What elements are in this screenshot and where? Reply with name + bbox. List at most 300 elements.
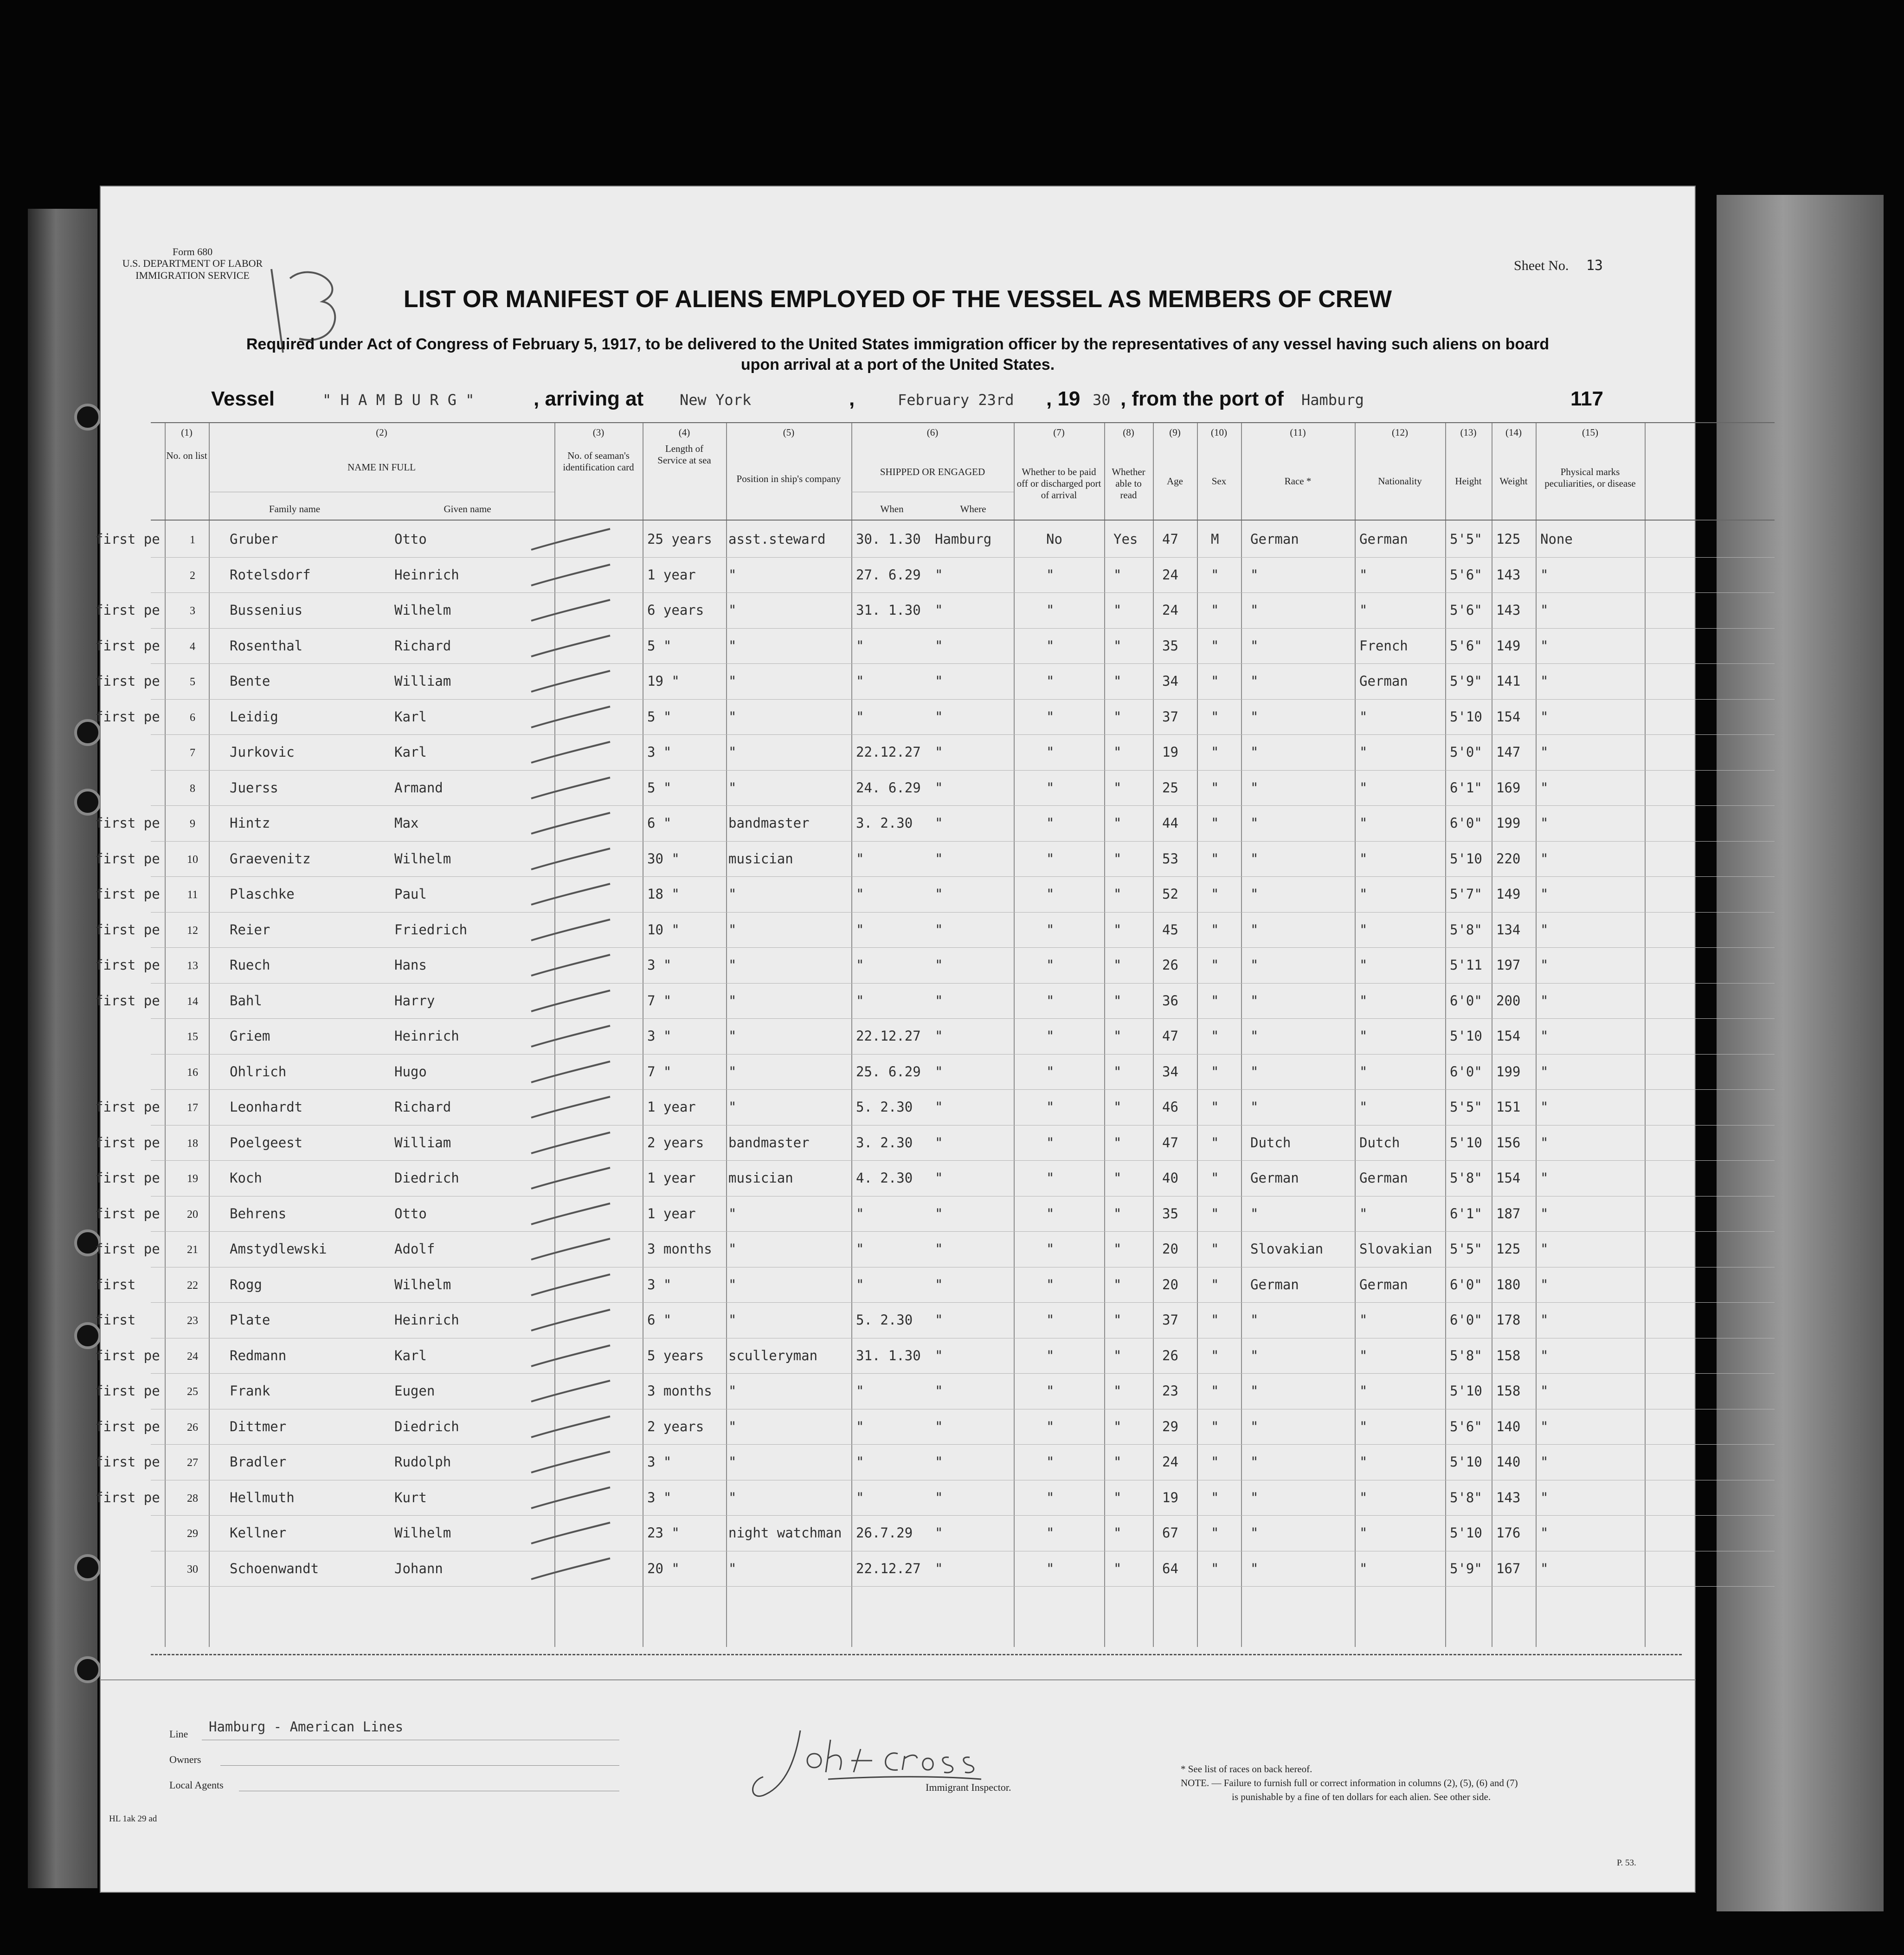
age: 34 [1162,1063,1178,1080]
able-to-read: " [1113,1525,1122,1541]
given-name-header: Given name [444,503,491,514]
service-length: 5 years [647,1347,704,1363]
position: " [728,566,737,583]
race: " [1250,1418,1259,1434]
family-name: Leidig [230,708,278,725]
service-length: 3 months [647,1383,712,1399]
sex: " [1211,744,1219,760]
position: musician [728,850,793,867]
shipped-where: " [935,744,943,760]
table-row [95,593,1696,628]
weight: 158 [1496,1347,1521,1363]
age: 37 [1162,1312,1178,1328]
col-13-header: Height [1455,476,1482,487]
family-name: Rosenthal [230,637,303,654]
service-length: 25 years [647,531,712,547]
id-card-slash-mark [527,1201,615,1227]
able-to-read: " [1113,1170,1122,1186]
table-row [95,1161,1696,1196]
age: 53 [1162,850,1178,867]
col-1-number: (1) [181,427,193,438]
paid-off: " [1046,957,1055,973]
nationality: " [1359,566,1368,583]
given-name: Diedrich [394,1170,459,1186]
nationality: " [1359,1418,1368,1434]
shipped-where: " [935,1560,943,1576]
able-to-read: " [1113,744,1122,760]
inspector-label: Immigrant Inspector. [926,1781,1011,1793]
given-name: Richard [394,637,451,654]
physical-marks: " [1540,1099,1549,1115]
weight: 140 [1496,1454,1521,1470]
shipped-where: " [935,1241,943,1257]
shipped-when: 25. 6.29 [856,1063,921,1080]
given-name: Adolf [394,1241,435,1257]
shipped-where: " [935,921,943,938]
service-length: 18 " [647,886,680,902]
age: 20 [1162,1241,1178,1257]
physical-marks: " [1540,1560,1549,1576]
weight: 180 [1496,1276,1521,1293]
row-number: 24 [187,1350,198,1363]
margin-note: first pe [95,1454,160,1470]
height: 6'0" [1450,1312,1482,1328]
weight: 200 [1496,992,1521,1009]
shipped-where: " [935,850,943,867]
shipped-when: " [856,850,864,867]
note-line-2: is punishable by a fine of ten dollars for each alien. See other side. [1232,1791,1491,1802]
given-name: William [394,1134,451,1151]
nationality: Dutch [1359,1134,1400,1151]
nationality: Slovakian [1359,1241,1433,1257]
position: " [728,1418,737,1434]
weight: 147 [1496,744,1521,760]
shipped-where: " [935,1276,943,1293]
shipped-where: " [935,602,943,618]
position: " [728,957,737,973]
physical-marks: " [1540,1383,1549,1399]
id-card-slash-mark [527,1343,615,1369]
race: " [1250,921,1259,938]
binder-hole [74,1554,101,1581]
weight: 149 [1496,886,1521,902]
shipped-when: 22.12.27 [856,1028,921,1044]
sheet-number [1514,257,1603,274]
height: 5'10 [1450,1134,1482,1151]
nationality: " [1359,992,1368,1009]
family-name: Reier [230,921,270,938]
position: " [728,1063,737,1080]
id-card-slash-mark [527,1556,615,1582]
physical-marks: " [1540,779,1549,796]
shipped-when: 22.12.27 [856,1560,921,1576]
race: " [1250,992,1259,1009]
service-length: 3 " [647,1028,672,1044]
weight: 141 [1496,673,1521,689]
position: " [728,1454,737,1470]
sex: " [1211,708,1219,725]
position: " [728,921,737,938]
shipped-where: " [935,779,943,796]
weight: 178 [1496,1312,1521,1328]
race: " [1250,779,1259,796]
able-to-read: " [1113,1560,1122,1576]
shipped-where: " [935,992,943,1009]
nationality: " [1359,708,1368,725]
shipped-when: " [856,886,864,902]
race: German [1250,1170,1299,1186]
family-name: Redmann [230,1347,287,1363]
height: 6'1" [1450,1205,1482,1222]
department: U.S. DEPARTMENT OF LABOR [122,257,263,270]
family-name: Ruech [230,957,270,973]
local-agents-label: Local Agents [169,1779,224,1791]
physical-marks: " [1540,708,1549,725]
nationality: " [1359,957,1368,973]
service-length: 23 " [647,1525,680,1541]
table-row [95,1480,1696,1516]
binder-hole [74,1656,101,1683]
paid-off: " [1046,1170,1055,1186]
paid-off: " [1046,992,1055,1009]
sex: " [1211,673,1219,689]
race: " [1250,1063,1259,1080]
height: 6'0" [1450,815,1482,831]
page-code: P. 53. [1617,1858,1636,1868]
family-name: Bente [230,673,270,689]
shipped-when: " [856,708,864,725]
race: " [1250,815,1259,831]
paid-off: " [1046,886,1055,902]
given-name: Hans [394,957,427,973]
row-number: 19 [187,1173,198,1185]
col-14-number: (14) [1505,427,1522,438]
row-number: 21 [187,1244,198,1256]
given-name: Heinrich [394,1028,459,1044]
service-length: 3 " [647,957,672,973]
col-3-number: (3) [592,427,605,438]
margin-note: first pe [95,602,160,618]
weight: 199 [1496,1063,1521,1080]
able-to-read: " [1113,850,1122,867]
given-name: Otto [394,1205,427,1222]
family-name-header: Family name [269,503,321,514]
race: " [1250,1383,1259,1399]
service-length: 30 " [647,850,680,867]
weight: 134 [1496,921,1521,938]
row-number: 27 [187,1457,198,1469]
family-name: Plaschke [230,886,295,902]
shipped-where: " [935,886,943,902]
family-name: Bradler [230,1454,287,1470]
height: 5'11 [1450,957,1482,973]
nationality: German [1359,673,1408,689]
col-2-number: (2) [376,427,387,438]
year-prefix: , 19 [1046,387,1081,410]
sex: " [1211,779,1219,796]
paid-off: " [1046,1560,1055,1576]
races-note: * See list of races on back hereof. [1181,1763,1312,1775]
manifest-page [95,186,1696,1893]
able-to-read: " [1113,1134,1122,1151]
able-to-read: " [1113,1063,1122,1080]
subtitle-line: Required under Act of Congress of February 5, 1917, to be delivered to the United States immigration officer by the representatives of any vessel having such aliens on board [246,335,1550,353]
id-card-slash-mark [527,1094,615,1120]
id-card-slash-mark [527,1023,615,1049]
arrival-date: February 23rd [898,391,1014,409]
physical-marks: " [1540,1241,1549,1257]
id-card-slash-mark [527,633,615,659]
row-number: 26 [187,1421,198,1434]
shipped-when: " [856,1418,864,1434]
shipped-when: 3. 2.30 [856,1134,913,1151]
row-number: 5 [190,676,195,688]
race: German [1250,531,1299,547]
paid-off: " [1046,673,1055,689]
comma: , [849,387,855,410]
race: " [1250,1099,1259,1115]
margin-note: first pe [95,531,160,547]
table-row [95,1232,1696,1267]
sex: " [1211,1560,1219,1576]
service-length: 1 year [647,566,696,583]
subtitle-line: upon arrival at a port of the United States. [740,356,1055,374]
shipped-where: " [935,815,943,831]
age: 24 [1162,602,1178,618]
col-3-header: No. of seaman's identification card [563,450,634,473]
id-card-slash-mark [527,1449,615,1475]
table-row [95,664,1696,699]
service-length: 19 " [647,673,680,689]
race: German [1250,1276,1299,1293]
row-number: 20 [187,1208,198,1221]
table-row [100,1019,1696,1054]
paid-off: " [1046,1383,1055,1399]
nationality: " [1359,1312,1368,1328]
height: 5'10 [1450,1454,1482,1470]
shipped-where: " [935,1099,943,1115]
sex: " [1211,1241,1219,1257]
margin-note: first pe [95,673,160,689]
race: " [1250,1312,1259,1328]
form-number: Form 680 [172,246,213,257]
col-5-number: (5) [783,427,795,438]
shipped-where: " [935,1312,943,1328]
margin-note: first pe [95,1489,160,1505]
nationality: " [1359,815,1368,831]
where-header: Where [960,503,986,514]
family-name: Ohlrich [230,1063,287,1080]
margin-note: first pe [95,1205,160,1222]
able-to-read: " [1113,957,1122,973]
position: " [728,708,737,725]
position: " [728,602,737,618]
nationality: " [1359,1347,1368,1363]
service: IMMIGRATION SERVICE [135,269,250,281]
race: " [1250,744,1259,760]
manifest-table [95,422,1696,1647]
given-name: Karl [394,708,427,725]
col-12-number: (12) [1392,427,1408,438]
nationality: " [1359,602,1368,618]
family-name: Frank [230,1383,270,1399]
footer-rule [100,1679,1696,1680]
row-number: 6 [190,711,195,724]
nationality: " [1359,1525,1368,1541]
row-number: 23 [187,1315,198,1327]
given-name: Heinrich [394,566,459,583]
able-to-read: " [1113,779,1122,796]
sheet-label: Sheet No. [1514,258,1569,273]
nationality: " [1359,744,1368,760]
sex: " [1211,957,1219,973]
age: 40 [1162,1170,1178,1186]
family-name: Graevenitz [230,850,311,867]
given-name: Max [394,815,419,831]
table-row [95,877,1696,912]
age: 45 [1162,921,1178,938]
position: " [728,1099,737,1115]
physical-marks: " [1540,602,1549,618]
sex: " [1211,1205,1219,1222]
race: " [1250,850,1259,867]
position: " [728,1241,737,1257]
shipped-where: " [935,957,943,973]
row-number: 10 [187,853,198,866]
height: 5'5" [1450,531,1482,547]
race: " [1250,1525,1259,1541]
shipped-when: " [856,992,864,1009]
paid-off: " [1046,1489,1055,1505]
shipped-when: " [856,921,864,938]
position: " [728,637,737,654]
position: sculleryman [728,1347,818,1363]
position: " [728,1205,737,1222]
table-row [95,806,1696,841]
position: musician [728,1170,793,1186]
height: 5'7" [1450,886,1482,902]
weight: 143 [1496,566,1521,583]
table-row [95,1409,1696,1445]
col-6-number: (6) [926,427,939,438]
id-card-slash-mark [527,846,615,872]
sex: " [1211,1525,1219,1541]
margin-note: first pe [95,992,160,1009]
table-row [95,913,1696,948]
family-name: Rotelsdorf [230,566,311,583]
shipped-where: " [935,708,943,725]
shipped-when: " [856,637,864,654]
position: " [728,1560,737,1576]
race: " [1250,602,1259,618]
weight: 151 [1496,1099,1521,1115]
race: Slovakian [1250,1241,1324,1257]
table-row [95,1267,1696,1303]
physical-marks: " [1540,886,1549,902]
able-to-read: " [1113,602,1122,618]
family-name: Dittmer [230,1418,287,1434]
sex: " [1211,602,1219,618]
shipped-when: " [856,957,864,973]
margin-note: first pe [95,1383,160,1399]
family-name: Plate [230,1312,270,1328]
position: bandmaster [728,815,810,831]
paid-off: " [1046,779,1055,796]
service-length: 6 " [647,1312,672,1328]
sex: " [1211,850,1219,867]
paid-off: " [1046,1099,1055,1115]
weight: 149 [1496,637,1521,654]
id-card-slash-mark [527,810,615,836]
row-number: 30 [187,1563,198,1576]
given-name: Armand [394,779,443,796]
given-name: Rudolph [394,1454,451,1470]
physical-marks: " [1540,815,1549,831]
shipped-when: 22.12.27 [856,744,921,760]
row-number: 3 [190,605,195,617]
able-to-read: " [1113,1241,1122,1257]
id-card-slash-mark [527,1236,615,1262]
service-length: 3 " [647,1276,672,1293]
nationality: " [1359,779,1368,796]
table-row [95,984,1696,1019]
race: " [1250,1489,1259,1505]
height: 5'6" [1450,637,1482,654]
age: 34 [1162,673,1178,689]
sex: " [1211,1063,1219,1080]
age: 47 [1162,1028,1178,1044]
table-row [95,1374,1696,1409]
weight: 154 [1496,1170,1521,1186]
table-row [95,948,1696,983]
binder-hole [74,404,101,431]
age: 67 [1162,1525,1178,1541]
table-row [95,1125,1696,1161]
height: 5'5" [1450,1099,1482,1115]
table-row [95,842,1696,877]
col-4-header: Length of Service at sea [657,443,711,466]
age: 24 [1162,566,1178,583]
race: " [1250,708,1259,725]
weight: 176 [1496,1525,1521,1541]
sex: " [1211,1028,1219,1044]
age: 52 [1162,886,1178,902]
id-card-slash-mark [527,527,615,552]
physical-marks: " [1540,673,1549,689]
family-name: Poelgeest [230,1134,303,1151]
weight: 154 [1496,1028,1521,1044]
row-number: 16 [187,1066,198,1079]
paid-off: " [1046,815,1055,831]
physical-marks: " [1540,1454,1549,1470]
sex: " [1211,637,1219,654]
paid-off: " [1046,1418,1055,1434]
given-name: Harry [394,992,435,1009]
shipped-when: 27. 6.29 [856,566,921,583]
age: 20 [1162,1276,1178,1293]
physical-marks: " [1540,992,1549,1009]
col-6-header: SHIPPED OR ENGAGED [880,466,985,477]
sex: " [1211,1170,1219,1186]
nationality: French [1359,637,1408,654]
margin-note: first pe [95,957,160,973]
from-label: , from the port of [1120,387,1284,410]
able-to-read: " [1113,886,1122,902]
shipped-where: " [935,1525,943,1541]
able-to-read: " [1113,1418,1122,1434]
paid-off: " [1046,1205,1055,1222]
row-number: 8 [190,782,195,795]
